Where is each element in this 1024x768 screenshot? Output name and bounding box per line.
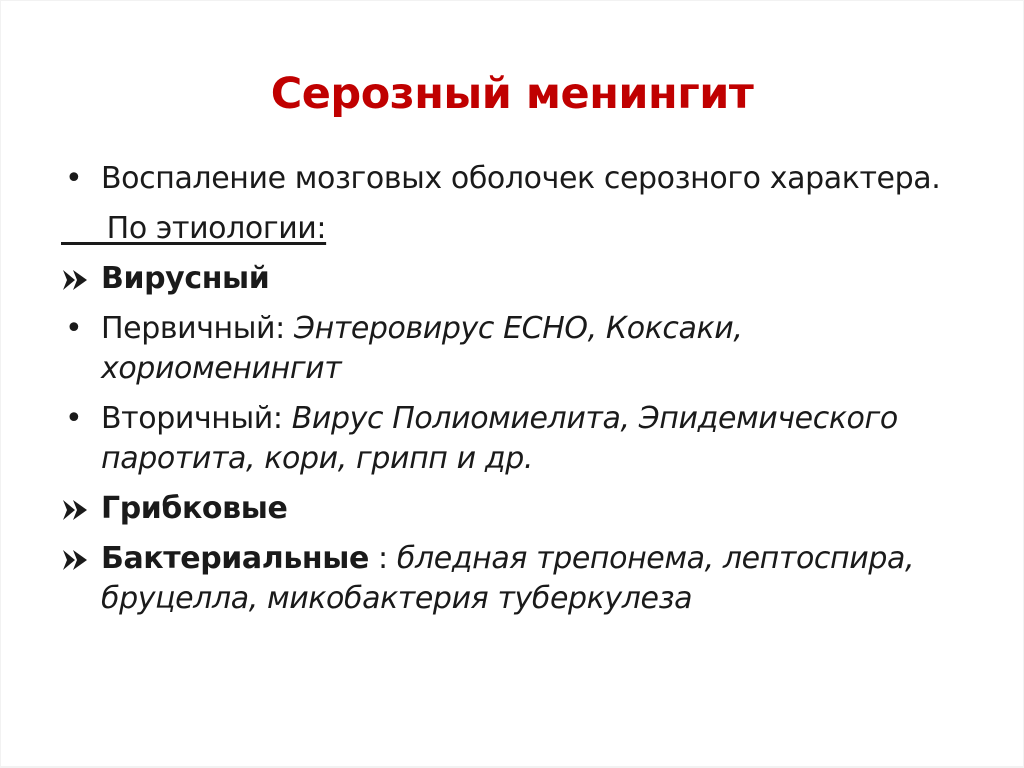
bullet-definition [61,159,981,199]
definition-text: Воспаление мозговых оболочек серозного характера. [101,161,941,196]
bullet-dot: • [65,311,83,346]
fungal-label: Грибковые [101,491,288,526]
slide [1,1,1023,766]
secondary-text: Вирус Полиомиелита, Эпидемического паротита, кори, грипп и др. [101,401,898,476]
bullet-dot: • [65,401,83,436]
viral-label: Вирусный [101,261,270,296]
bullet-secondary [61,399,981,479]
bullet-dot: • [65,161,83,196]
slide-content [61,159,981,629]
bacterial-label: Бактериальные [101,541,369,576]
primary-label: Первичный: [101,311,295,346]
slide-title: Серозный менингит [270,69,754,119]
secondary-label: Вторичный: [101,401,292,436]
primary-text: Энтеровирус ЕСНО, Коксаки, хориоменингит [101,311,743,386]
arrow-bullet-icon [61,548,91,572]
arrow-bullet-icon [61,498,91,522]
bacterial-separator: : [368,541,397,576]
etiology-heading: По этиологии: [61,211,327,246]
bullet-viral [61,259,981,299]
bullet-fungal [61,489,981,529]
bullet-primary [61,309,981,389]
bacterial-text: бледная трепонема, лептоспира, бруцелла, микобактерия туберкулеза [101,541,915,616]
arrow-bullet-icon [61,268,91,292]
bullet-bacterial [61,539,981,619]
